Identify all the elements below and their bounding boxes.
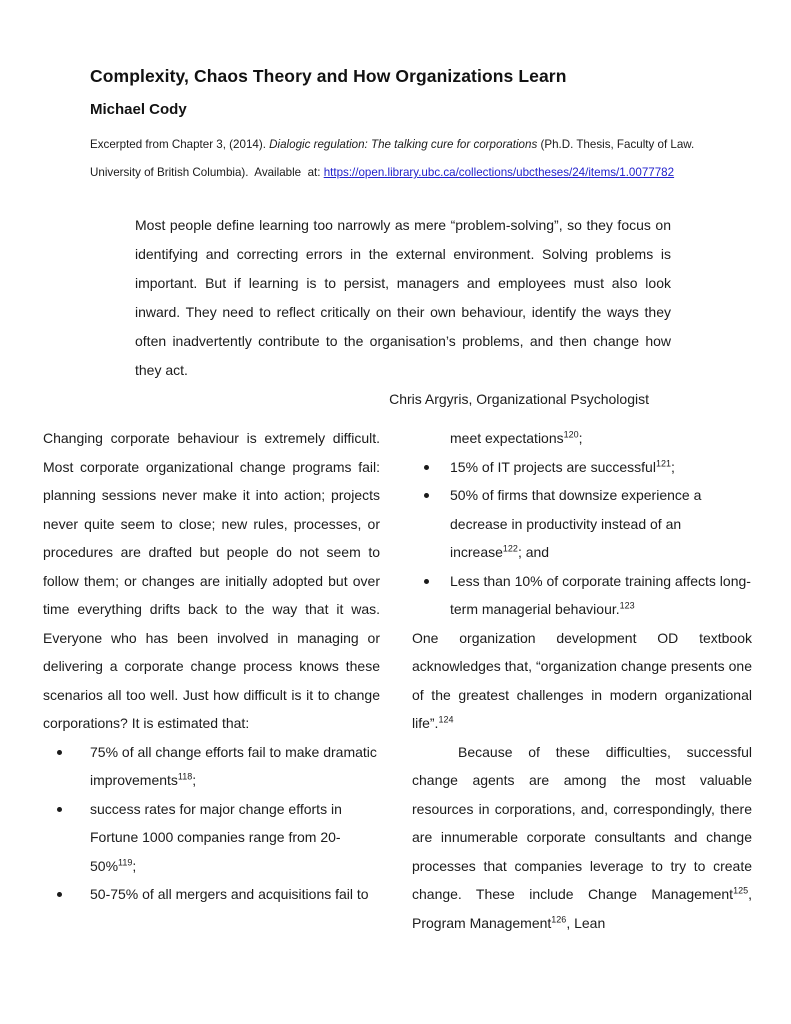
left-bullet-list	[55, 738, 380, 909]
two-column-body	[43, 424, 752, 937]
bullet-item: Less than 10% of corporate training affects long-term managerial behaviour.$^{123}$	[422, 567, 752, 624]
bullet-item: 75% of all change efforts fail to make dramatic improvements$^{118}$;	[55, 738, 380, 795]
bullet-item: 15% of IT projects are successful$^{121}$;	[422, 453, 752, 482]
bullet-continuation-line: meet expectations$^{120}$;	[450, 429, 583, 446]
source-citation-line-1: Excerpted from Chapter 3, (2014). Dialogic regulation: The talking cure for corporations (Ph.D. Thesis, Faculty of Law.	[90, 138, 695, 151]
source-citation-line-2-prefix: University of British Columbia). Available at:	[90, 166, 324, 179]
bullet-item: 50% of firms that downsize experience a decrease in productivity instead of an increase$^{122}$; and	[422, 481, 752, 567]
bullet-item: 50-75% of all mergers and acquisitions fail to	[55, 880, 380, 909]
right-column-paragraph-1: One organization development OD textbook acknowledges that, “organization change presents one of the greatest challenges in modern organizational life”.$^{124}$	[412, 629, 752, 731]
source-citation	[90, 131, 741, 187]
quote-attribution: Chris Argyris, Organizational Psychologist	[389, 391, 649, 407]
left-column	[43, 424, 380, 937]
quote-text: Most people define learning too narrowly as mere “problem-solving”, so they focus on identifying and correcting errors in the external environment. Solving problems is important. But if learning is to persist, managers and employees must also look inward. They need to reflect critically on their own behaviour, identify the ways they often inadvertently contribute to the organisation’s problems, and then change how they act.	[135, 217, 671, 378]
right-bullet-list	[422, 453, 752, 624]
block-quote	[135, 211, 671, 414]
document-title: Complexity, Chaos Theory and How Organizations Learn	[90, 66, 567, 86]
right-column-paragraph-2: Because of these difficulties, successful change agents are among the most valuable resources in corporations, and, correspondingly, there are innumerable corporate consultants and change processes that companies leverage to try to create change. These include Change Management$^{125}$, Program Management$^{126}$, Lean	[412, 743, 752, 931]
document-header	[90, 0, 741, 187]
author-name: Michael Cody	[90, 101, 187, 118]
right-column	[412, 424, 752, 937]
source-citation-line-2	[90, 159, 741, 187]
source-url-link[interactable]: https://open.library.ubc.ca/collections/ubctheses/24/items/1.0077782	[323, 166, 675, 179]
left-column-paragraph: Changing corporate behaviour is extremely difficult. Most corporate organizational change programs fail: planning sessions never make it into action; projects never quite seem to close; new rules, processes, or procedures are drafted but people do not seem to follow them; or changes are initially adopted but over time everything drifts back to the way that it was. Everyone who has been involved in managing or delivering a corporate change process knows these scenarios all too well. Just how difficult is it to change corporations? It is estimated that:	[43, 430, 380, 731]
bullet-item: success rates for major change efforts in Fortune 1000 companies range from 20-50%$^{119}$;	[55, 795, 380, 881]
